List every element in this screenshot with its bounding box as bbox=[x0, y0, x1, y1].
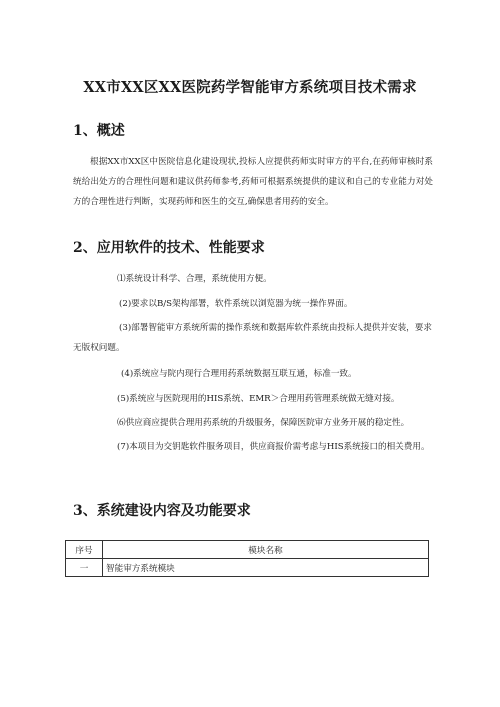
table-cell-module-name: 智能审方系统模块 bbox=[103, 559, 429, 577]
table-row bbox=[66, 559, 429, 577]
section-1-heading: 1、概述 bbox=[73, 123, 125, 139]
requirement-item-1: ⑴系统设计科学、合理，系统使用方便。 bbox=[117, 274, 272, 284]
module-table bbox=[65, 540, 429, 577]
requirement-item-4: (4)系统应与院内现行合理用药系统数据互联互通，标准一致。 bbox=[121, 369, 357, 379]
document-title: XX市XX区XX医院药学智能审方系统项目技术需求 bbox=[83, 79, 417, 96]
requirement-item-5: (5)系统应与医院现用的HIS系统、EMR＞合理用药管理系统做无缝对接。 bbox=[117, 394, 400, 404]
section-1-paragraph: 根据XX市XX区中医院信息化建设现状,投标人应提供药师实时审方的平台,在药师审核时系统给出处方的合理性问题和建议供药师参考,药师可根据系统提供的建议和自己的专业能力对处方的合理性进行判断，实现药师和医生的交互,确保患者用药的安全。 bbox=[73, 157, 433, 207]
table-header-row bbox=[66, 541, 429, 559]
table-cell-index: 一 bbox=[66, 559, 103, 577]
section-2-heading: 2、应用软件的技术、性能要求 bbox=[73, 240, 265, 256]
requirement-item-6: ⑹供应商应提供合理用药系统的升级服务，保障医院审方业务开展的稳定性。 bbox=[117, 418, 410, 428]
requirement-item-2: (2)要求以B/S架构部署，软件系统以浏览器为统一操作界面。 bbox=[119, 299, 353, 309]
requirement-item-7: (7)本项目为交钥匙软件服务项目，供应商报价需考虑与HIS系统接口的相关费用。 bbox=[117, 442, 430, 452]
table-header-index: 序号 bbox=[66, 541, 103, 559]
section-3-heading: 3、系统建设内容及功能要求 bbox=[73, 503, 251, 519]
requirement-item-3: (3)部署智能审方系统所需的操作系统和数据库软件系统由投标人提供并安装，要求无版权问题。 bbox=[73, 323, 432, 353]
table-header-module-name: 模块名称 bbox=[103, 541, 429, 559]
